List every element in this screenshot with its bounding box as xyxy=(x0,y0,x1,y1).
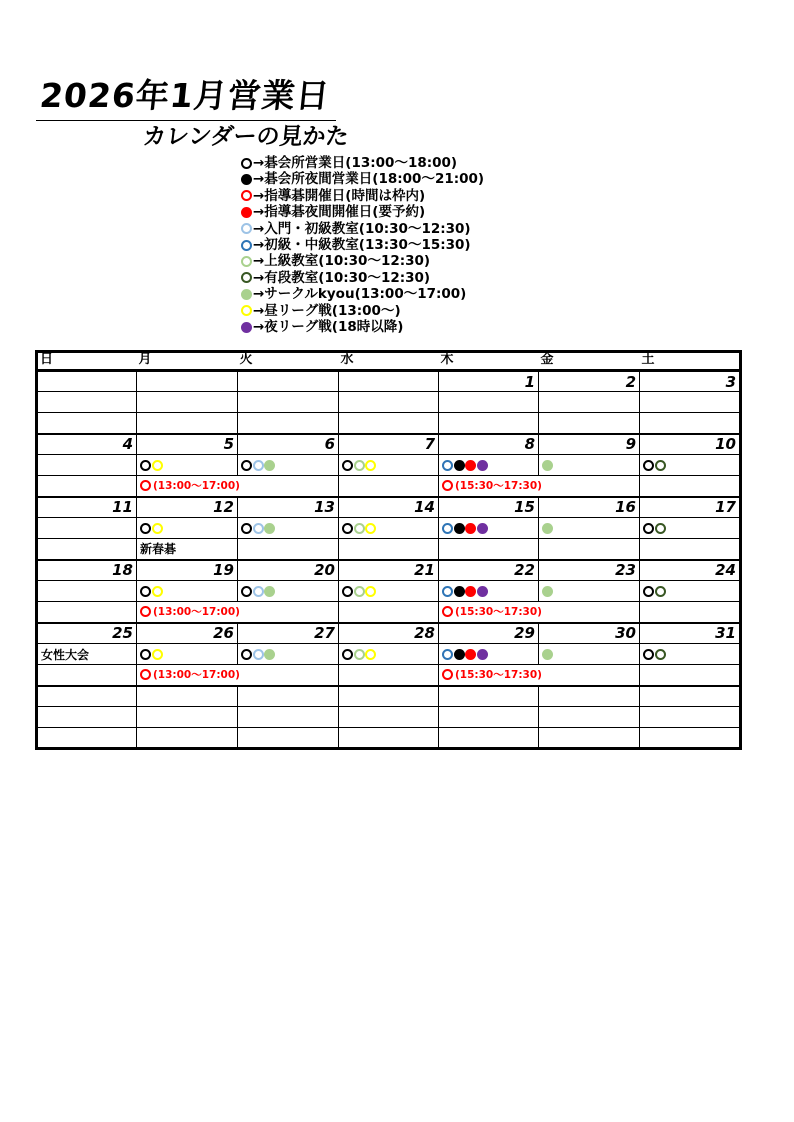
light-blue-ring-icon xyxy=(253,586,264,597)
legend-label: →上級教室(10:30～12:30) xyxy=(253,253,431,270)
schedule-cell xyxy=(439,644,539,665)
date-cell: 10 xyxy=(640,434,741,455)
date-cell: 1 xyxy=(439,371,539,392)
note-cell xyxy=(339,602,439,623)
red-dot-icon xyxy=(465,460,476,471)
weekday-thu: 木 xyxy=(439,352,539,371)
purple-dot-icon xyxy=(477,460,488,471)
date-cell: 7 xyxy=(339,434,439,455)
schedule-cell xyxy=(640,455,741,476)
note-cell xyxy=(640,413,741,434)
note-cell xyxy=(137,665,339,686)
dark-green-ring-icon xyxy=(655,523,666,534)
purple-dot-icon xyxy=(477,586,488,597)
red-ring-icon xyxy=(442,606,453,617)
red-ring-icon xyxy=(442,669,453,680)
schedule-cell xyxy=(339,518,439,539)
date-cell: 16 xyxy=(539,497,640,518)
week-notes-row xyxy=(37,413,741,434)
coaching-time: (15:30～17:30) xyxy=(455,606,542,619)
schedule-cell xyxy=(339,581,439,602)
date-cell: 23 xyxy=(539,560,640,581)
schedule-cell xyxy=(539,581,640,602)
note-cell xyxy=(339,665,439,686)
black-ring-icon xyxy=(241,649,252,660)
date-cell: 28 xyxy=(339,623,439,644)
date-cell xyxy=(37,371,137,392)
note-cell xyxy=(339,476,439,497)
legend-label: →指導碁夜間開催日(要予約) xyxy=(253,204,426,221)
date-cell: 27 xyxy=(238,623,339,644)
light-green-ring-icon xyxy=(354,523,365,534)
page-title: 2026年1月営業日 xyxy=(38,76,332,115)
schedule-cell xyxy=(339,392,439,413)
light-green-ring-icon xyxy=(241,256,252,267)
weekday-sun: 日 xyxy=(37,352,137,371)
red-ring-icon xyxy=(241,190,252,201)
schedule-cell xyxy=(339,455,439,476)
week-marks-row xyxy=(37,518,741,539)
schedule-cell xyxy=(238,455,339,476)
week-marks-row xyxy=(37,455,741,476)
date-cell: 17 xyxy=(640,497,741,518)
red-ring-icon xyxy=(442,480,453,491)
red-dot-icon xyxy=(465,523,476,534)
note-cell xyxy=(37,476,137,497)
date-cell: 12 xyxy=(137,497,238,518)
purple-dot-icon xyxy=(477,649,488,660)
light-green-ring-icon xyxy=(354,460,365,471)
week-date-row xyxy=(37,371,741,392)
note-cell xyxy=(439,728,539,749)
legend-item xyxy=(241,303,484,319)
light-blue-ring-icon xyxy=(253,523,264,534)
red-dot-icon xyxy=(465,586,476,597)
blue-ring-icon xyxy=(442,649,453,660)
schedule-cell xyxy=(137,644,238,665)
light-green-dot-icon xyxy=(542,586,553,597)
weekday-header-row xyxy=(37,352,741,371)
blue-ring-icon xyxy=(241,240,252,251)
yellow-ring-icon xyxy=(365,649,376,660)
note-cell xyxy=(37,665,137,686)
weekday-mon: 月 xyxy=(137,352,238,371)
event-label: 新春碁 xyxy=(140,542,177,557)
red-ring-icon xyxy=(140,606,151,617)
schedule-cell xyxy=(37,455,137,476)
legend-item xyxy=(241,171,484,187)
date-cell: 25 xyxy=(37,623,137,644)
dark-green-ring-icon xyxy=(241,272,252,283)
note-cell xyxy=(539,728,640,749)
note-cell xyxy=(137,602,339,623)
schedule-cell xyxy=(439,581,539,602)
week-notes-row xyxy=(37,728,741,749)
note-cell xyxy=(439,539,539,560)
schedule-cell xyxy=(640,392,741,413)
schedule-cell xyxy=(37,518,137,539)
schedule-cell xyxy=(339,707,439,728)
date-cell xyxy=(640,686,741,707)
light-green-dot-icon xyxy=(542,460,553,471)
date-cell: 15 xyxy=(439,497,539,518)
yellow-ring-icon xyxy=(241,305,252,316)
week-marks-row xyxy=(37,707,741,728)
blue-ring-icon xyxy=(442,586,453,597)
yellow-ring-icon xyxy=(152,586,163,597)
legend-label: →夜リーグ戦(18時以降) xyxy=(253,318,404,335)
schedule-cell xyxy=(640,518,741,539)
schedule-cell xyxy=(640,581,741,602)
note-cell xyxy=(640,539,741,560)
black-ring-icon xyxy=(140,523,151,534)
week-marks-row xyxy=(37,392,741,413)
date-cell: 24 xyxy=(640,560,741,581)
note-cell xyxy=(137,728,238,749)
date-cell: 29 xyxy=(439,623,539,644)
legend-item xyxy=(241,319,484,335)
light-green-dot-icon xyxy=(542,523,553,534)
yellow-ring-icon xyxy=(365,523,376,534)
yellow-ring-icon xyxy=(365,586,376,597)
blue-ring-icon xyxy=(442,523,453,534)
black-ring-icon xyxy=(241,586,252,597)
date-cell xyxy=(439,686,539,707)
note-cell xyxy=(640,728,741,749)
date-cell: 5 xyxy=(137,434,238,455)
weekday-fri: 金 xyxy=(539,352,640,371)
schedule-cell xyxy=(37,581,137,602)
note-cell xyxy=(37,413,137,434)
weekday-wed: 水 xyxy=(339,352,439,371)
black-ring-icon xyxy=(241,460,252,471)
note-cell xyxy=(339,539,439,560)
note-cell xyxy=(137,476,339,497)
coaching-time: (13:00～17:00) xyxy=(153,669,240,682)
date-cell xyxy=(238,686,339,707)
dark-green-ring-icon xyxy=(655,649,666,660)
legend-label: →指導碁開催日(時間は枠内) xyxy=(253,187,426,204)
note-cell xyxy=(339,413,439,434)
light-blue-ring-icon xyxy=(253,649,264,660)
red-dot-icon xyxy=(241,207,252,218)
date-cell xyxy=(339,686,439,707)
note-cell xyxy=(640,602,741,623)
legend-item xyxy=(241,253,484,269)
yellow-ring-icon xyxy=(152,649,163,660)
date-cell: 22 xyxy=(439,560,539,581)
week-marks-row xyxy=(37,581,741,602)
legend-item xyxy=(241,286,484,302)
legend-item xyxy=(241,204,484,220)
schedule-cell xyxy=(439,518,539,539)
light-green-ring-icon xyxy=(354,649,365,660)
date-cell: 20 xyxy=(238,560,339,581)
date-cell xyxy=(137,371,238,392)
black-ring-icon xyxy=(140,649,151,660)
legend-label: →入門・初級教室(10:30～12:30) xyxy=(253,220,471,237)
light-blue-ring-icon xyxy=(253,460,264,471)
legend-label: →碁会所夜間営業日(18:00～21:00) xyxy=(253,171,485,188)
week-notes-row xyxy=(37,476,741,497)
date-cell: 19 xyxy=(137,560,238,581)
light-blue-ring-icon xyxy=(241,223,252,234)
coaching-time: (13:00～17:00) xyxy=(153,480,240,493)
note-cell xyxy=(539,539,640,560)
date-cell xyxy=(339,371,439,392)
schedule-cell xyxy=(640,707,741,728)
schedule-cell xyxy=(238,392,339,413)
week-notes-row xyxy=(37,539,741,560)
week-notes-row xyxy=(37,602,741,623)
note-cell xyxy=(238,728,339,749)
note-cell xyxy=(238,413,339,434)
legend-label: →サークルkyou(13:00～17:00) xyxy=(253,286,467,303)
light-green-dot-icon xyxy=(264,523,275,534)
black-ring-icon xyxy=(241,523,252,534)
coaching-time: (15:30～17:30) xyxy=(455,480,542,493)
red-ring-icon xyxy=(140,669,151,680)
black-ring-icon xyxy=(342,586,353,597)
date-cell: 14 xyxy=(339,497,439,518)
note-cell xyxy=(439,602,640,623)
black-ring-icon xyxy=(643,649,654,660)
week-date-row xyxy=(37,497,741,518)
black-dot-icon xyxy=(241,174,252,185)
light-green-dot-icon xyxy=(542,649,553,660)
legend-item xyxy=(241,237,484,253)
week-date-row xyxy=(37,434,741,455)
date-cell xyxy=(539,686,640,707)
legend-label: →昼リーグ戦(13:00～) xyxy=(253,302,401,319)
note-cell xyxy=(238,539,339,560)
date-cell: 13 xyxy=(238,497,339,518)
schedule-cell xyxy=(339,644,439,665)
schedule-cell xyxy=(137,707,238,728)
event-label: 女性大会 xyxy=(41,647,90,662)
note-cell xyxy=(439,413,539,434)
legend-item xyxy=(241,155,484,171)
schedule-cell xyxy=(238,581,339,602)
black-ring-icon xyxy=(342,523,353,534)
dark-green-ring-icon xyxy=(655,460,666,471)
blue-ring-icon xyxy=(442,460,453,471)
schedule-cell xyxy=(439,455,539,476)
note-cell xyxy=(137,539,238,560)
light-green-dot-icon xyxy=(264,586,275,597)
schedule-cell xyxy=(439,707,539,728)
legend-heading: カレンダーの見かた xyxy=(141,124,350,150)
black-ring-icon xyxy=(342,649,353,660)
note-cell xyxy=(339,728,439,749)
purple-dot-icon xyxy=(477,523,488,534)
schedule-cell xyxy=(539,518,640,539)
black-ring-icon xyxy=(241,158,252,169)
schedule-cell xyxy=(539,392,640,413)
schedule-cell xyxy=(238,644,339,665)
date-cell: 6 xyxy=(238,434,339,455)
red-ring-icon xyxy=(140,480,151,491)
schedule-cell xyxy=(439,392,539,413)
legend-label: →有段教室(10:30～12:30) xyxy=(253,269,431,286)
note-cell xyxy=(37,602,137,623)
schedule-cell xyxy=(640,644,741,665)
legend xyxy=(241,155,484,335)
schedule-cell xyxy=(137,392,238,413)
note-cell xyxy=(539,413,640,434)
note-cell xyxy=(640,665,741,686)
note-cell xyxy=(439,476,640,497)
weekday-sat: 土 xyxy=(640,352,741,371)
date-cell: 8 xyxy=(439,434,539,455)
note-cell xyxy=(37,728,137,749)
yellow-ring-icon xyxy=(152,460,163,471)
black-ring-icon xyxy=(643,586,654,597)
date-cell xyxy=(37,686,137,707)
legend-item xyxy=(241,221,484,237)
legend-label: →碁会所営業日(13:00～18:00) xyxy=(253,155,458,171)
schedule-cell xyxy=(238,707,339,728)
legend-item xyxy=(241,188,484,204)
week-date-row xyxy=(37,560,741,581)
date-cell: 9 xyxy=(539,434,640,455)
black-dot-icon xyxy=(454,460,465,471)
schedule-cell xyxy=(238,518,339,539)
black-ring-icon xyxy=(643,523,654,534)
yellow-ring-icon xyxy=(365,460,376,471)
dark-green-ring-icon xyxy=(655,586,666,597)
schedule-cell xyxy=(137,455,238,476)
note-cell xyxy=(640,476,741,497)
date-cell: 2 xyxy=(539,371,640,392)
week-notes-row xyxy=(37,665,741,686)
week-date-row xyxy=(37,686,741,707)
date-cell: 31 xyxy=(640,623,741,644)
light-green-dot-icon xyxy=(241,289,252,300)
date-cell: 11 xyxy=(37,497,137,518)
black-dot-icon xyxy=(454,649,465,660)
black-dot-icon xyxy=(454,586,465,597)
week-date-row xyxy=(37,623,741,644)
red-dot-icon xyxy=(465,649,476,660)
date-cell xyxy=(238,371,339,392)
black-ring-icon xyxy=(643,460,654,471)
schedule-cell xyxy=(539,455,640,476)
coaching-time: (13:00～17:00) xyxy=(153,606,240,619)
schedule-cell xyxy=(539,644,640,665)
note-cell xyxy=(439,665,640,686)
date-cell: 21 xyxy=(339,560,439,581)
yellow-ring-icon xyxy=(152,523,163,534)
schedule-cell xyxy=(37,392,137,413)
schedule-cell xyxy=(137,581,238,602)
purple-dot-icon xyxy=(241,322,252,333)
week-marks-row xyxy=(37,644,741,665)
black-ring-icon xyxy=(140,460,151,471)
black-ring-icon xyxy=(140,586,151,597)
note-cell xyxy=(37,539,137,560)
date-cell: 4 xyxy=(37,434,137,455)
legend-item xyxy=(241,270,484,286)
date-cell: 3 xyxy=(640,371,741,392)
date-cell: 30 xyxy=(539,623,640,644)
schedule-cell xyxy=(37,644,137,665)
calendar-table xyxy=(35,350,742,750)
date-cell: 18 xyxy=(37,560,137,581)
legend-label: →初級・中級教室(13:30～15:30) xyxy=(253,236,471,253)
black-ring-icon xyxy=(342,460,353,471)
weekday-tue: 火 xyxy=(238,352,339,371)
schedule-cell xyxy=(137,518,238,539)
light-green-dot-icon xyxy=(264,649,275,660)
schedule-cell xyxy=(37,707,137,728)
date-cell xyxy=(137,686,238,707)
note-cell xyxy=(137,413,238,434)
schedule-cell xyxy=(539,707,640,728)
light-green-ring-icon xyxy=(354,586,365,597)
coaching-time: (15:30～17:30) xyxy=(455,669,542,682)
light-green-dot-icon xyxy=(264,460,275,471)
date-cell: 26 xyxy=(137,623,238,644)
black-dot-icon xyxy=(454,523,465,534)
